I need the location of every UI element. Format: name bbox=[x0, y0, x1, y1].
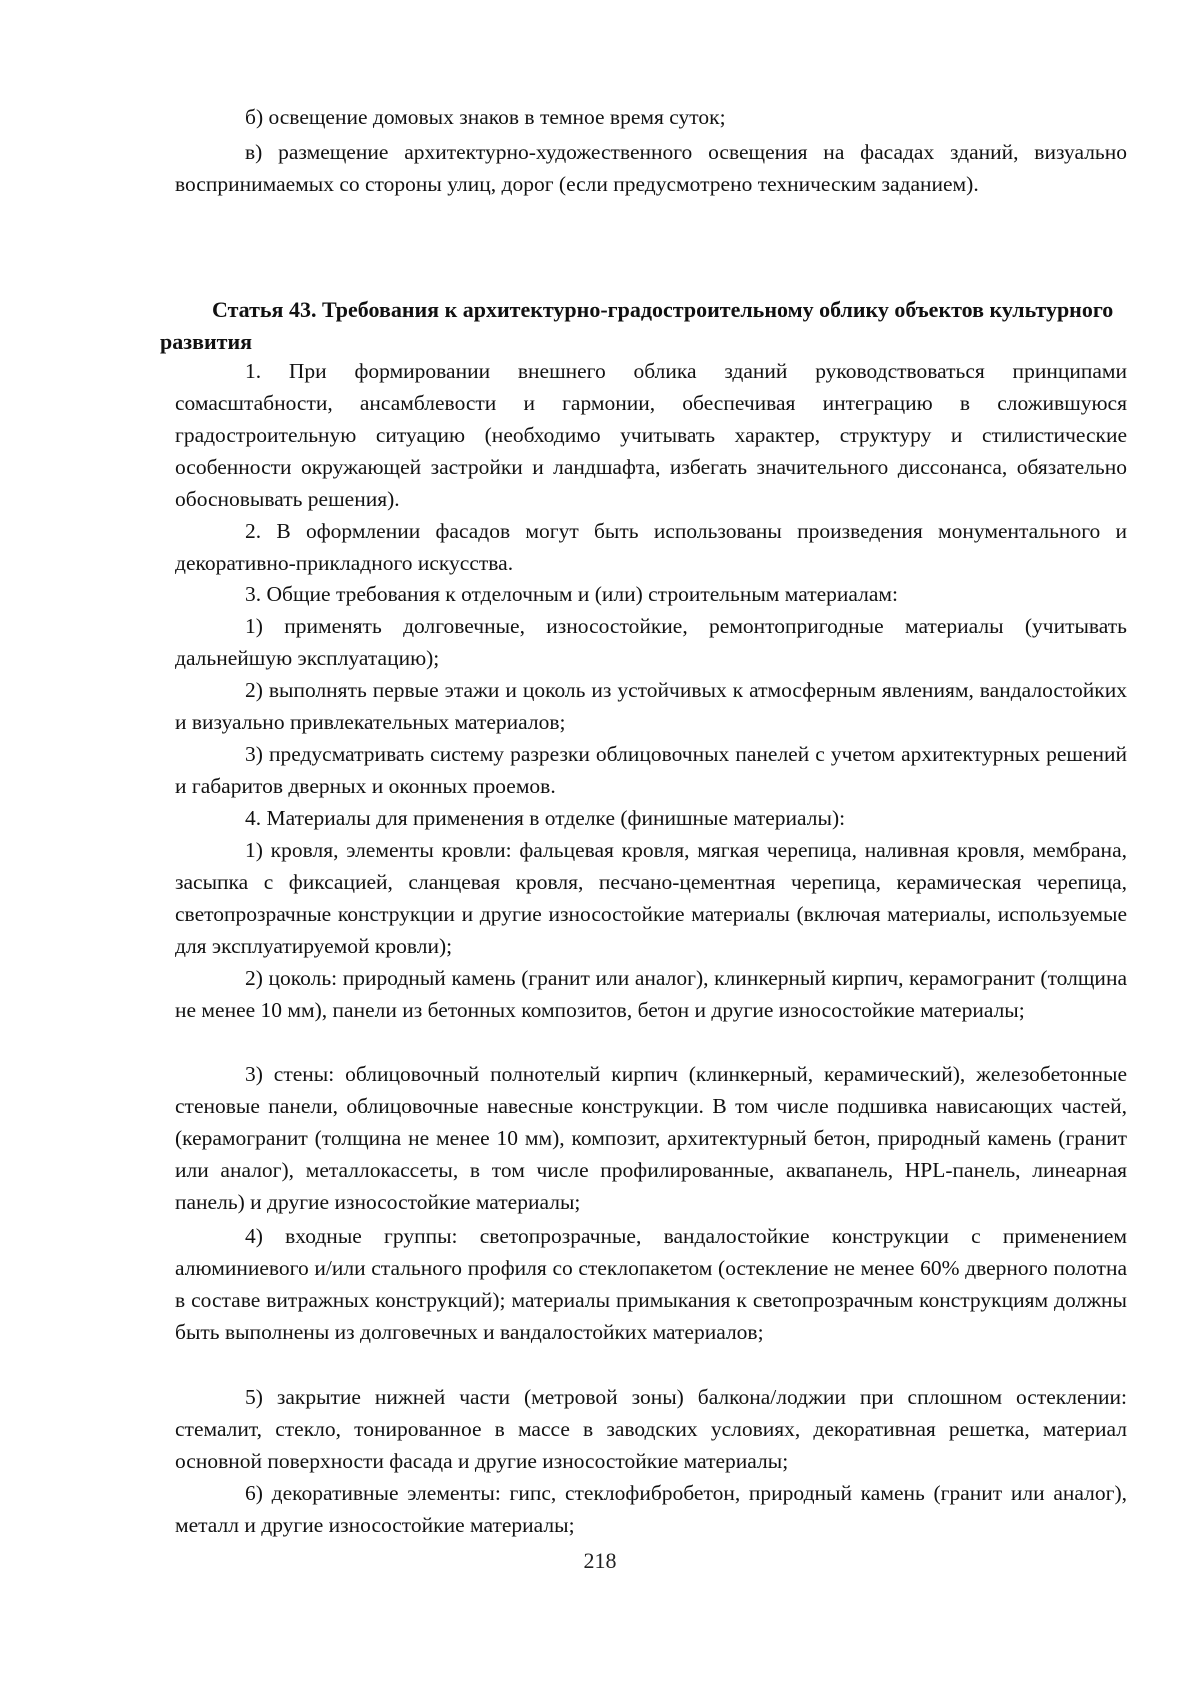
paragraph-4-item-2: 2) цоколь: природный камень (гранит или аналог), клинкерный кирпич, керамогранит (толщина не менее 10 мм), панели из бетонных композитов, бетон и другие износостойкие материалы; bbox=[175, 966, 1127, 1022]
paragraph-2: 2. В оформлении фасадов могут быть использованы произведения монументального и декоративно-прикладного искусства. bbox=[175, 519, 1127, 575]
page-number: 218 bbox=[583, 1548, 617, 1573]
paragraph-3-item-3: 3) предусматривать систему разрезки облицовочных панелей с учетом архитектурных решений и габаритов дверных и оконных проемов. bbox=[175, 742, 1127, 798]
article-heading: Статья 43. Требования к архитектурно-градостроительному облику объектов культурного развития bbox=[160, 297, 1114, 354]
paragraph-4-item-6: 6) декоративные элементы: гипс, стеклофибробетон, природный камень (гранит или аналог), металл и другие износостойкие материалы; bbox=[175, 1481, 1127, 1537]
paragraph-4-item-3: 3) стены: облицовочный полнотелый кирпич (клинкерный, керамический), железобетонные стеновые панели, облицовочные навесные конструкции. В том числе подшивка нависающих частей, (керамогранит (толщина не менее 10 мм), композит, архитектурный бетон, природный камень (гранит или аналог), металлокассеты, в том числе профилированные, аквапанель, HPL-панель, линеарная панель) и другие износостойкие материалы; bbox=[175, 1062, 1127, 1214]
paragraph-4-item-4: 4) входные группы: светопрозрачные, вандалостойкие конструкции с применением алюминиевого и/или стального профиля со стеклопакетом (остекление не менее 60% дверного полотна в составе витражных конструкций); материалы примыкания к светопрозрачным конструкциям должны быть выполнены из долговечных и вандалостойких материалов; bbox=[175, 1224, 1127, 1344]
paragraph-4-item-1: 1) кровля, элементы кровли: фальцевая кровля, мягкая черепица, наливная кровля, мембрана, засыпка с фиксацией, сланцевая кровля, песчано-цементная черепица, керамическая черепица, светопрозрачные конструкции и другие износостойкие материалы (включая материалы, используемые для эксплуатируемой кровли); bbox=[175, 838, 1127, 958]
paragraph-4: 4. Материалы для применения в отделке (финишные материалы): bbox=[245, 806, 846, 830]
item-v-paragraph: в) размещение архитектурно-художественного освещения на фасадах зданий, визуально воспринимаемых со стороны улиц, дорог (если предусмотрено техническим заданием). bbox=[175, 140, 1127, 196]
item-b-paragraph: б) освещение домовых знаков в темное время суток; bbox=[245, 105, 726, 129]
paragraph-4-item-5: 5) закрытие нижней части (метровой зоны) балкона/лоджии при сплошном остеклении: стемалит, стекло, тонированное в массе в заводских условиях, декоративная решетка, материал основной поверхности фасада и другие износостойкие материалы; bbox=[175, 1385, 1127, 1473]
paragraph-3: 3. Общие требования к отделочным и (или) строительным материалам: bbox=[245, 582, 898, 606]
paragraph-3-item-1: 1) применять долговечные, износостойкие, ремонтопригодные материалы (учитывать дальнейшую эксплуатацию); bbox=[175, 614, 1127, 670]
paragraph-1: 1. При формировании внешнего облика зданий руководствоваться принципами сомасштабности, ансамблевости и гармонии, обеспечивая интеграцию в сложившуюся градостроительную ситуацию (необходимо учитывать характер, структуру и стилистические особенности окружающей застройки и ландшафта, избегать значительного диссонанса, обязательно обосновывать решения). bbox=[175, 359, 1127, 511]
paragraph-3-item-2: 2) выполнять первые этажи и цоколь из устойчивых к атмосферным явлениям, вандалостойких и визуально привлекательных материалов; bbox=[175, 678, 1127, 734]
